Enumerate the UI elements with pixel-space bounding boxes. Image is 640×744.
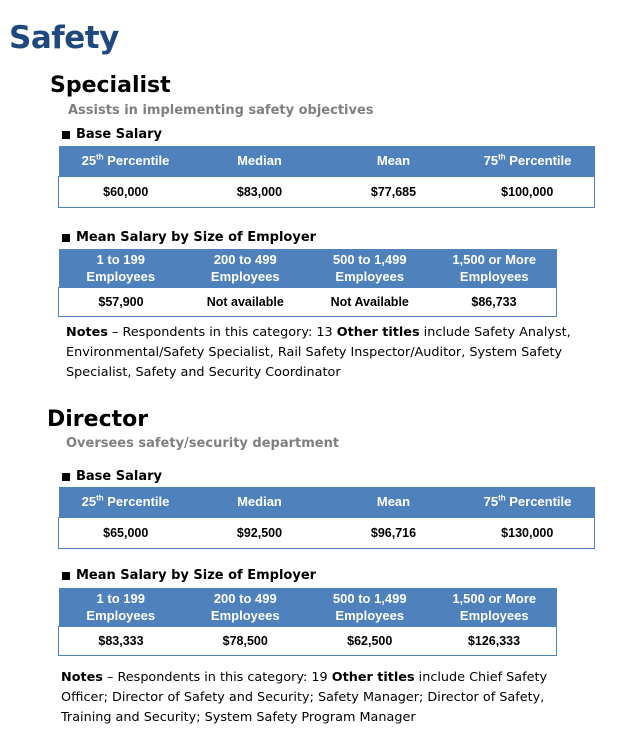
column-header-median: Median — [193, 487, 327, 517]
base-salary-label-director — [62, 469, 162, 484]
table-row — [59, 517, 595, 548]
column-header-25th-percentile: 25th Percentile — [59, 146, 193, 176]
base-salary-table-specialist — [58, 146, 595, 208]
column-header-75th-percentile: 75th Percentile — [461, 146, 595, 176]
column-header-1-to-199: 1 to 199 Employees — [59, 588, 184, 626]
notes-line: Environmental/Safety Specialist, Rail Safety Inspector/Auditor, System Safety — [66, 345, 563, 360]
table-header-row — [59, 588, 557, 626]
column-header-mean: Mean — [327, 487, 461, 517]
column-header-75th-percentile: 75th Percentile — [461, 487, 595, 517]
table-header-row — [59, 249, 557, 287]
role-description-specialist: Assists in implementing safety objectives — [68, 103, 374, 118]
mean-by-size-table-director — [58, 588, 557, 656]
section-label-text: Base Salary — [76, 469, 163, 484]
notes-line: Training and Security; System Safety Program Manager — [61, 710, 416, 725]
column-header-1-to-199: 1 to 199 Employees — [59, 249, 184, 287]
square-bullet-icon — [62, 234, 70, 242]
table-cell: Not available — [183, 287, 308, 316]
role-title-specialist: Specialist — [50, 73, 171, 98]
table-cell: $60,000 — [59, 176, 193, 207]
column-header-500-to-1499: 500 to 1,499 Employees — [308, 249, 433, 287]
table-row — [59, 626, 557, 655]
column-header-1500-or-more: 1,500 or More Employees — [432, 249, 557, 287]
table-cell: $83,000 — [193, 176, 327, 207]
column-header-mean: Mean — [327, 146, 461, 176]
column-header-500-to-1499: 500 to 1,499 Employees — [308, 588, 433, 626]
table-cell: $96,716 — [327, 517, 461, 548]
table-cell: $92,500 — [193, 517, 327, 548]
section-label-text: Mean Salary by Size of Employer — [76, 568, 317, 583]
notes-director — [61, 668, 631, 728]
table-cell: $83,333 — [59, 626, 184, 655]
table-cell: $77,685 — [327, 176, 461, 207]
page-title: Safety — [9, 20, 119, 56]
table-header-row — [59, 146, 595, 176]
table-cell: $126,333 — [432, 626, 557, 655]
column-header-200-to-499: 200 to 499 Employees — [183, 588, 308, 626]
column-header-200-to-499: 200 to 499 Employees — [183, 249, 308, 287]
table-cell: $62,500 — [308, 626, 433, 655]
table-cell: $86,733 — [432, 287, 557, 316]
mean-by-size-label-director — [62, 568, 316, 583]
role-description-director: Oversees safety/security department — [66, 436, 340, 451]
table-cell: $100,000 — [461, 176, 595, 207]
mean-by-size-label-specialist — [62, 230, 316, 245]
table-cell: $57,900 — [59, 287, 184, 316]
notes-line: Notes – Respondents in this category: 19 Other titles include Chief Safety — [61, 670, 548, 685]
notes-line: Notes – Respondents in this category: 13 Other titles include Safety Analyst, — [66, 325, 571, 340]
table-cell: $130,000 — [461, 517, 595, 548]
table-cell: Not Available — [308, 287, 433, 316]
notes-line: Officer; Director of Safety and Security; Safety Manager; Director of Safety, — [61, 690, 545, 705]
notes-line: Specialist, Safety and Security Coordinator — [66, 365, 341, 380]
notes-specialist — [66, 323, 626, 383]
mean-by-size-table-specialist — [58, 249, 557, 317]
role-title-director: Director — [47, 407, 149, 432]
base-salary-table-director — [58, 487, 595, 549]
table-header-row — [59, 487, 595, 517]
column-header-median: Median — [193, 146, 327, 176]
square-bullet-icon — [62, 473, 70, 481]
section-label-text: Base Salary — [76, 127, 163, 142]
table-cell: $65,000 — [59, 517, 193, 548]
square-bullet-icon — [62, 131, 70, 139]
column-header-1500-or-more: 1,500 or More Employees — [432, 588, 557, 626]
table-row — [59, 176, 595, 207]
base-salary-label-specialist — [62, 127, 162, 142]
section-label-text: Mean Salary by Size of Employer — [76, 230, 317, 245]
table-row — [59, 287, 557, 316]
column-header-25th-percentile: 25th Percentile — [59, 487, 193, 517]
square-bullet-icon — [62, 572, 70, 580]
table-cell: $78,500 — [183, 626, 308, 655]
